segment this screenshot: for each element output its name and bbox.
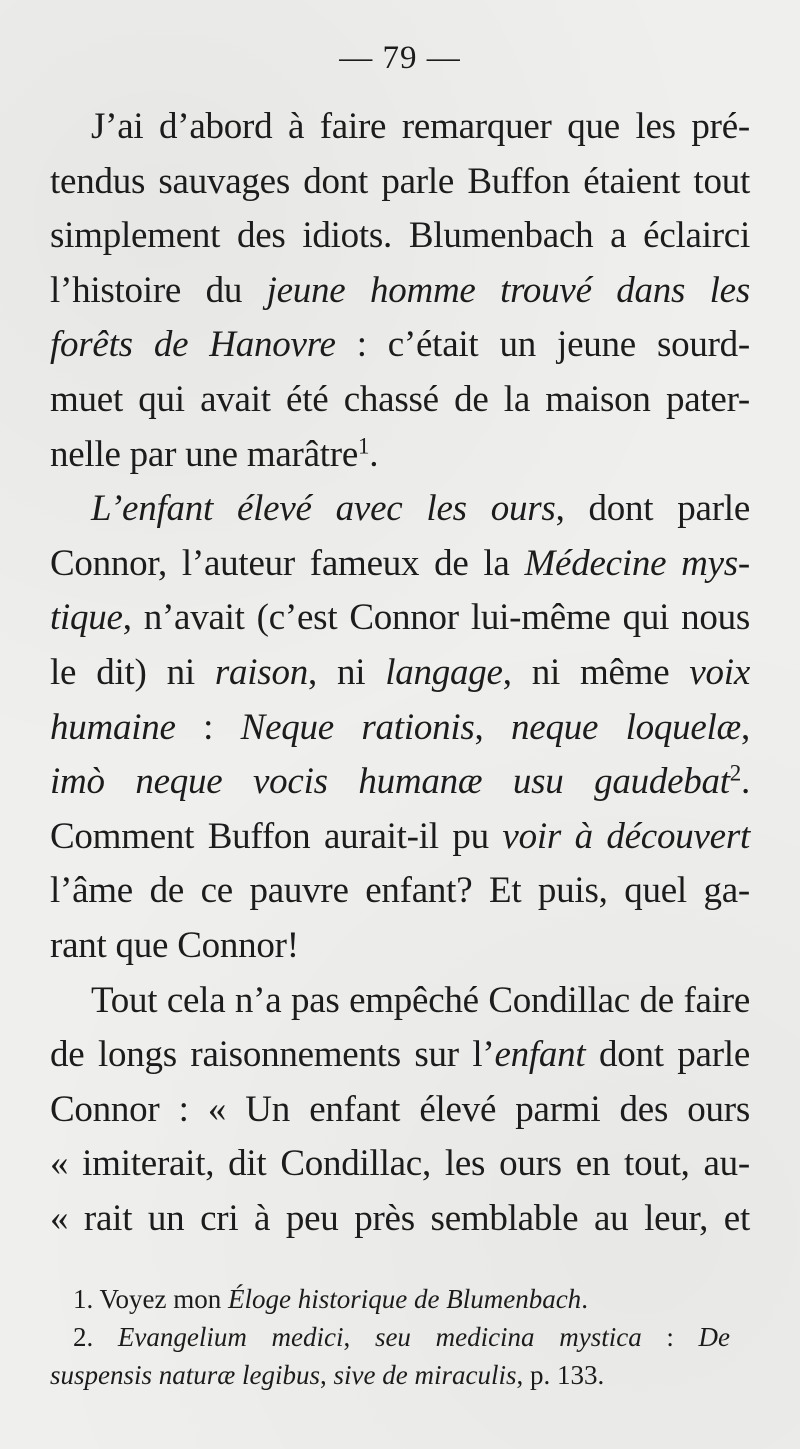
- italic-span: De: [698, 1322, 731, 1352]
- italic-span: imò neque vocis humanæ usu gaudebat: [50, 761, 730, 803]
- text-span: :: [175, 706, 241, 748]
- text-line: [50, 1083, 750, 1138]
- footnote-1: [50, 1280, 730, 1318]
- text-span: , ni même: [502, 651, 690, 693]
- text-line: [50, 1028, 750, 1083]
- text-span: « rait un cri à peu près semblable au leur, et: [50, 1197, 750, 1239]
- text-line: [50, 864, 750, 919]
- text-line: [50, 100, 750, 155]
- italic-span: jeune homme trouvé dans les: [266, 269, 750, 311]
- footnote-2: [50, 1318, 730, 1356]
- text-span: le dit) ni: [50, 651, 215, 693]
- text-span: , p. 133.: [516, 1360, 605, 1390]
- page-number: — 79 —: [339, 40, 461, 76]
- text-line: [50, 428, 750, 483]
- text-span: :: [641, 1322, 699, 1352]
- italic-span: forêts de Hanovre: [50, 324, 336, 366]
- footnote-2-continuation: [50, 1356, 730, 1394]
- text-span: .: [741, 761, 750, 803]
- body-text: [50, 100, 750, 1246]
- text-line: [50, 755, 750, 810]
- text-line: [50, 974, 750, 1029]
- text-line: [50, 155, 750, 210]
- text-line: [50, 810, 750, 865]
- italic-span: tique: [50, 597, 123, 639]
- text-span: .: [369, 433, 379, 475]
- text-line: [50, 318, 750, 373]
- text-span: 1. Voyez mon: [73, 1284, 228, 1314]
- text-span: l’âme de ce pauvre enfant? Et puis, quel ga-: [50, 870, 750, 912]
- text-span: « imiterait, dit Condillac, les ours en tout, au-: [50, 1143, 750, 1185]
- text-line: [50, 591, 750, 646]
- text-span: tendus sauvages dont parle Buffon étaient tout: [50, 160, 750, 202]
- text-span: dont parle: [585, 1034, 750, 1076]
- text-span: ,: [741, 706, 750, 748]
- text-line: [50, 209, 750, 264]
- text-span: muet qui avait été chassé de la maison pater-: [50, 378, 750, 420]
- text-line: [50, 919, 750, 974]
- text-span: l’histoire du: [50, 269, 267, 311]
- text-span: simplement des idiots. Blumenbach a éclairci: [50, 215, 750, 257]
- text-line: [50, 1192, 750, 1247]
- text-span: .: [581, 1284, 588, 1314]
- italic-span: raison: [214, 651, 308, 693]
- italic-span: langage: [385, 651, 503, 693]
- text-span: ,: [343, 1322, 375, 1352]
- text-span: , ni: [307, 651, 386, 693]
- text-span: 2.: [73, 1322, 118, 1352]
- text-span: , dont parle: [555, 488, 750, 530]
- text-span: ,: [474, 706, 512, 748]
- italic-span: seu medicina mystica: [374, 1322, 642, 1352]
- text-line: [50, 373, 750, 428]
- italic-span: suspensis naturæ legibus: [50, 1360, 321, 1390]
- text-span: Connor : « Un enfant élevé parmi des ours: [50, 1088, 750, 1130]
- text-span: , n’avait (c’est Connor lui-même qui nous: [122, 597, 750, 639]
- italic-span: voir à découvert: [502, 815, 750, 857]
- text-line: [50, 701, 750, 756]
- italic-span: sive de miraculis: [333, 1360, 517, 1390]
- italic-span: Éloge historique de Blumenbach: [228, 1284, 582, 1314]
- italic-span: neque loquelæ: [511, 706, 741, 748]
- text-span: nelle par une marâtre: [50, 433, 359, 475]
- text-span: rant que Connor!: [50, 924, 299, 966]
- text-line: [50, 537, 750, 592]
- footnotes: [50, 1280, 730, 1394]
- text-span: Connor, l’auteur fameux de la: [50, 542, 525, 584]
- text-span: : c’était un jeune sourd-: [335, 324, 750, 366]
- italic-span: Médecine mys-: [524, 542, 751, 584]
- text-span: Comment Buffon aurait-il pu: [50, 815, 503, 857]
- italic-span: voix: [689, 651, 750, 693]
- text-line: [50, 646, 750, 701]
- text-span: de longs raisonnements sur l’: [50, 1034, 495, 1076]
- italic-span: Neque rationis: [240, 706, 475, 748]
- footnote-reference: 1: [358, 432, 370, 458]
- italic-span: Evangelium medici: [117, 1322, 344, 1352]
- italic-span: L’enfant élevé avec les ours: [91, 488, 556, 530]
- italic-span: humaine: [50, 706, 176, 748]
- text-line: [50, 482, 750, 537]
- text-line: [50, 264, 750, 319]
- footnote-reference: 2: [729, 760, 741, 786]
- text-span: Tout cela n’a pas empêché Condillac de faire: [91, 979, 750, 1021]
- text-line: [50, 1137, 750, 1192]
- italic-span: enfant: [494, 1034, 586, 1076]
- text-span: ,: [320, 1360, 334, 1390]
- text-span: J’ai d’abord à faire remarquer que les pré-: [91, 106, 750, 147]
